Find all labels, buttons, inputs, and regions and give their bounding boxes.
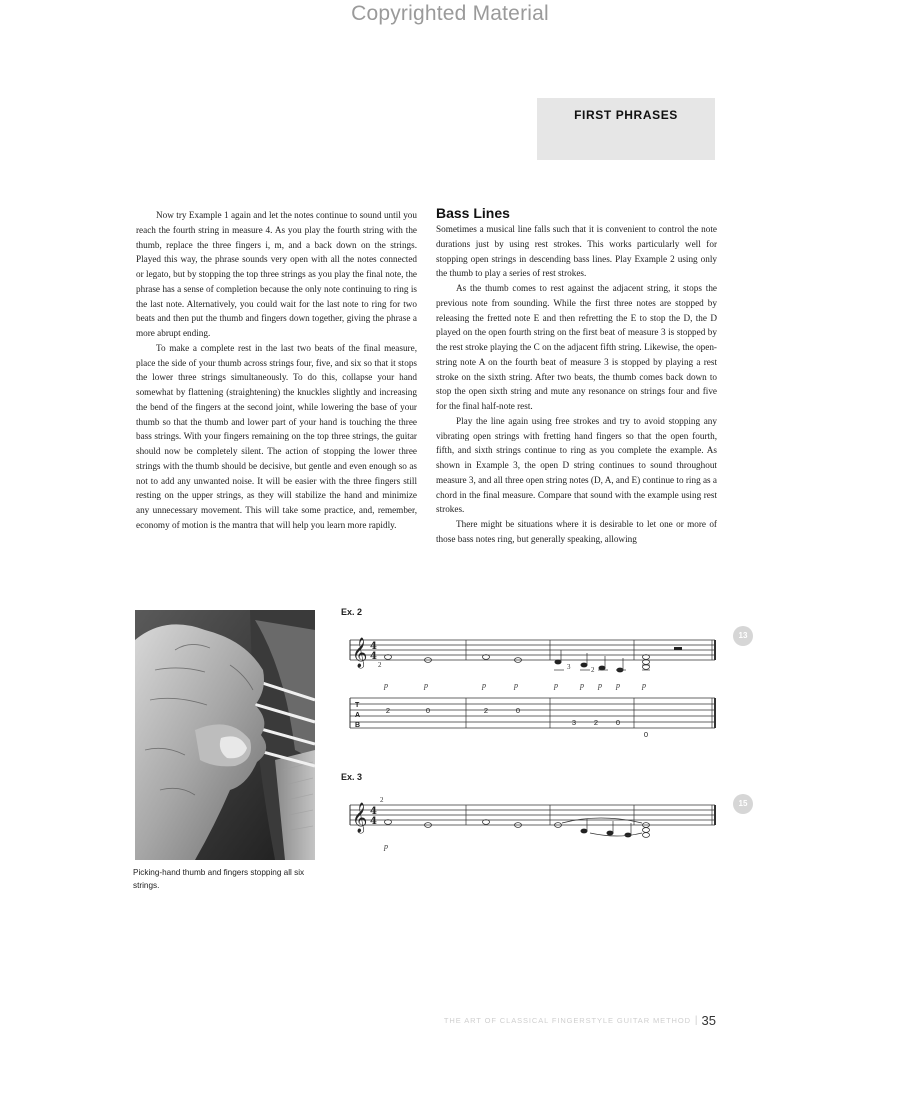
hand-photo (135, 610, 315, 860)
time-sig-top: 4 (370, 806, 377, 817)
tab-fret-number: 2 (483, 706, 489, 715)
tab-fret-number: 0 (643, 730, 649, 739)
dynamic-marking: p (580, 681, 584, 690)
example-2-notation (340, 620, 720, 748)
left-paragraph-1: Now try Example 1 again and let the notes continue to sound until you reach the fourth string in measure 4. As you play the fourth string with the thumb, replace the three fingers i, m, and a back down on the strings. Played this way, the phrase sounds very open with all the notes connected or legato, but by stopping the top three strings as you play the final note, the phrase has a sense of completion because the only note continuing to ring is the last note. Alternatively, you could wait for the last note to ring for two beats and then put the thumb and fingers down together, giving the phrase a more abrupt ending. (136, 210, 417, 338)
dynamic-marking: p (616, 681, 620, 690)
page-number: 35 (701, 1012, 716, 1028)
page-footer (430, 1011, 716, 1029)
treble-clef-icon: 𝄞 (352, 803, 368, 833)
tab-letter: T (355, 702, 360, 709)
dynamic-marking: p (384, 842, 388, 851)
footer-separator: | (694, 1014, 698, 1026)
hand-photo-illustration (135, 610, 315, 860)
dynamic-marking: p (514, 681, 518, 690)
treble-clef-icon: 𝄞 (352, 638, 368, 668)
time-sig-bottom: 4 (370, 816, 377, 827)
left-text-column (136, 208, 417, 533)
running-title: THE ART OF CLASSICAL FINGERSTYLE GUITAR METHOD (443, 1015, 691, 1025)
tab-fret-number: 2 (385, 706, 391, 715)
right-paragraph-2: As the thumb comes to rest against the adjacent string, it stops the previous note from sounding. While the first three notes are stopped by releasing the fretted note E and then refretting the E to stop the D, the D played on the open fourth string on the first beat of measure 3 is stopped by the rest stroke playing the C on the adjacent fifth string. Likewise, the open-string note A on the fourth beat of measure 3 is stopped by playing a rest stroke on the sixth string. After two beats, the thumb comes back down to stop the open sixth string and mute any resonance on strings four and five for the final half-note rest. (436, 283, 717, 411)
right-text-column (436, 222, 717, 547)
dynamic-marking: p (384, 681, 388, 690)
bass-lines-heading: Bass Lines (436, 205, 510, 221)
right-paragraph-3: Play the line again using free strokes and try to avoid stopping any vibrating open strings with fretting hand fingers so that the open fourth, fifth, and sixth strings continue to ring as you complete the example. As shown in Example 3, the open D string continues to sound throughout measure 3, and all three open string notes (D, A, and E) continue to ring as a chord in the final measure. Compare that sound with the example using rest strokes. (436, 415, 717, 515)
time-sig-bottom: 4 (370, 651, 377, 662)
example-3-notation (340, 785, 720, 855)
example-2-label: Ex. 2 (341, 607, 363, 617)
tab-fret-number: 3 (571, 718, 577, 727)
tab-fret-number: 0 (515, 706, 521, 715)
dynamic-marking: p (482, 681, 486, 690)
dynamic-marking: p (598, 681, 602, 690)
tab-letter: B (355, 722, 361, 729)
right-paragraph-4: There might be situations where it is desirable to let one or more of those bass notes ring, but generally speaking, allowing (436, 519, 717, 544)
copyright-watermark: Copyrighted Material (351, 2, 549, 25)
right-paragraph-1: Sometimes a musical line falls such that it is convenient to control the note durations just by using rest strokes. This works particularly well for stopping open strings in descending bass lines. Play Example 2 using only the thumb to play a series of rest strokes. (436, 224, 717, 279)
finger-number: 2 (591, 666, 595, 674)
dynamic-marking: p (554, 681, 558, 690)
cd-track-icon: 15 (733, 794, 753, 814)
section-header-box (537, 98, 715, 160)
finger-number: 2 (378, 661, 382, 669)
tab-letter: A (355, 712, 361, 719)
section-title: FIRST PHRASES (574, 108, 678, 122)
left-paragraph-2: To make a complete rest in the last two beats of the final measure, place the side of your thumb across strings four, five, and six so that it stops the lower three strings simultaneously. To do this, collapse your hand somewhat by flattening (straightening) the knuckles slightly and increasing the bend of the fingers at the second joint, while lowering the base of your thumb so that the thumb and lower part of your hand is touching the three bass strings. With your fingers remaining on the top three strings, the guitar should now be completely silent. The action of stopping the lower three strings with the thumb should be decisive, but gentle and even enough so as not to add any unwanted noise. It will be easier with the three fingers still resting on the upper strings, as they will stabilize the hand and minimize any unnecessary movement. This will take some practice, and, remember, economy of motion is the mantra that will help you learn more rapidly. (136, 342, 417, 530)
dynamic-marking: p (642, 681, 646, 690)
tab-fret-number: 0 (425, 706, 431, 715)
time-sig-top: 4 (370, 641, 377, 652)
finger-number: 3 (567, 663, 571, 671)
dynamic-marking: p (424, 681, 428, 690)
tab-fret-number: 0 (615, 718, 621, 727)
photo-caption: Picking-hand thumb and fingers stopping all six strings. (133, 868, 305, 890)
finger-number: 2 (380, 796, 384, 804)
example-3-label: Ex. 3 (341, 772, 363, 782)
tab-fret-number: 2 (593, 718, 599, 727)
cd-track-icon: 13 (733, 626, 753, 646)
